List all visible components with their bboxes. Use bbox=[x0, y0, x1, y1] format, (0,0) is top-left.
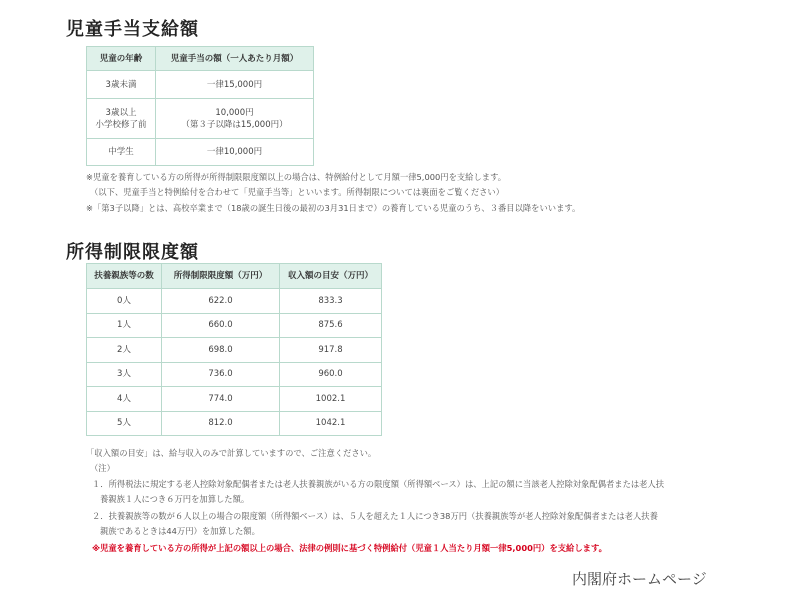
age-cell: 中学生 bbox=[87, 139, 156, 166]
header-income-estimate: 収入額の目安（万円） bbox=[280, 264, 382, 289]
table-row bbox=[87, 411, 382, 436]
section-title-allowance: 児童手当支給額 bbox=[66, 19, 199, 40]
source-credit: 内閣府ホームページ bbox=[572, 570, 707, 588]
income-note-2: （注） bbox=[90, 463, 115, 473]
dependents-cell: 3人 bbox=[87, 362, 162, 387]
table-row bbox=[87, 139, 314, 166]
allowance-note-1: ※児童を養育している方の所得が所得制限限度額以上の場合は、特例給付として月額一律5,000円を支給します。 bbox=[86, 172, 506, 182]
table-row bbox=[87, 313, 382, 338]
table-row bbox=[87, 387, 382, 412]
table-row bbox=[87, 289, 382, 314]
estimate-cell: 1002.1 bbox=[280, 387, 382, 412]
header-dependents: 扶養親族等の数 bbox=[87, 264, 162, 289]
dependents-cell: 0人 bbox=[87, 289, 162, 314]
estimate-cell: 1042.1 bbox=[280, 411, 382, 436]
income-note-5: ２．扶養親族等の数が６人以上の場合の限度額（所得額ベース）は、５人を超えた１人につき38万円（扶養親族等が老人控除対象配偶者または老人扶養 bbox=[92, 511, 658, 521]
limit-cell: 812.0 bbox=[162, 411, 280, 436]
income-note-6: 親族であるときは44万円）を加算した額。 bbox=[100, 526, 260, 536]
header-allowance-amount: 児童手当の額（一人あたり月額） bbox=[156, 47, 314, 71]
special-benefit-note: ※児童を養育している方の所得が上記の額以上の場合、法律の例則に基づく特例給付（児童１人当たり月額一律5,000円）を支給します。 bbox=[92, 543, 607, 553]
estimate-cell: 833.3 bbox=[280, 289, 382, 314]
table-row bbox=[87, 338, 382, 363]
amount-cell: 10,000円 （第３子以降は15,000円） bbox=[156, 99, 314, 139]
header-income-limit: 所得制限限度額（万円） bbox=[162, 264, 280, 289]
amount-cell: 一律15,000円 bbox=[156, 71, 314, 99]
limit-cell: 698.0 bbox=[162, 338, 280, 363]
income-note-1: 「収入額の目安」は、給与収入のみで計算していますので、ご注意ください。 bbox=[86, 448, 377, 458]
table-row bbox=[87, 99, 314, 139]
limit-cell: 622.0 bbox=[162, 289, 280, 314]
limit-cell: 736.0 bbox=[162, 362, 280, 387]
allowance-table bbox=[86, 46, 314, 166]
income-limit-table bbox=[86, 263, 382, 436]
header-child-age: 児童の年齢 bbox=[87, 47, 156, 71]
estimate-cell: 917.8 bbox=[280, 338, 382, 363]
dependents-cell: 1人 bbox=[87, 313, 162, 338]
table-row bbox=[87, 71, 314, 99]
dependents-cell: 4人 bbox=[87, 387, 162, 412]
estimate-cell: 960.0 bbox=[280, 362, 382, 387]
amount-cell: 一律10,000円 bbox=[156, 139, 314, 166]
income-note-4: 養親族１人につき６万円を加算した額。 bbox=[100, 494, 250, 504]
income-note-3: １．所得税法に規定する老人控除対象配偶者または老人扶養親族がいる方の限度額（所得額ベース）は、上記の額に当該老人控除対象配偶者または老人扶 bbox=[92, 479, 665, 489]
dependents-cell: 2人 bbox=[87, 338, 162, 363]
table-row bbox=[87, 362, 382, 387]
section-title-income-limit: 所得制限限度額 bbox=[66, 242, 199, 263]
age-cell: 3歳未満 bbox=[87, 71, 156, 99]
age-cell: 3歳以上 小学校修了前 bbox=[87, 99, 156, 139]
allowance-note-3: ※「第3子以降」とは、高校卒業まで（18歳の誕生日後の最初の3月31日まで）の養育している児童のうち、３番目以降をいいます。 bbox=[86, 203, 581, 213]
estimate-cell: 875.6 bbox=[280, 313, 382, 338]
limit-cell: 774.0 bbox=[162, 387, 280, 412]
limit-cell: 660.0 bbox=[162, 313, 280, 338]
allowance-note-2: （以下、児童手当と特例給付を合わせて「児童手当等」といいます。所得制限については裏面をご覧ください） bbox=[90, 187, 505, 197]
dependents-cell: 5人 bbox=[87, 411, 162, 436]
